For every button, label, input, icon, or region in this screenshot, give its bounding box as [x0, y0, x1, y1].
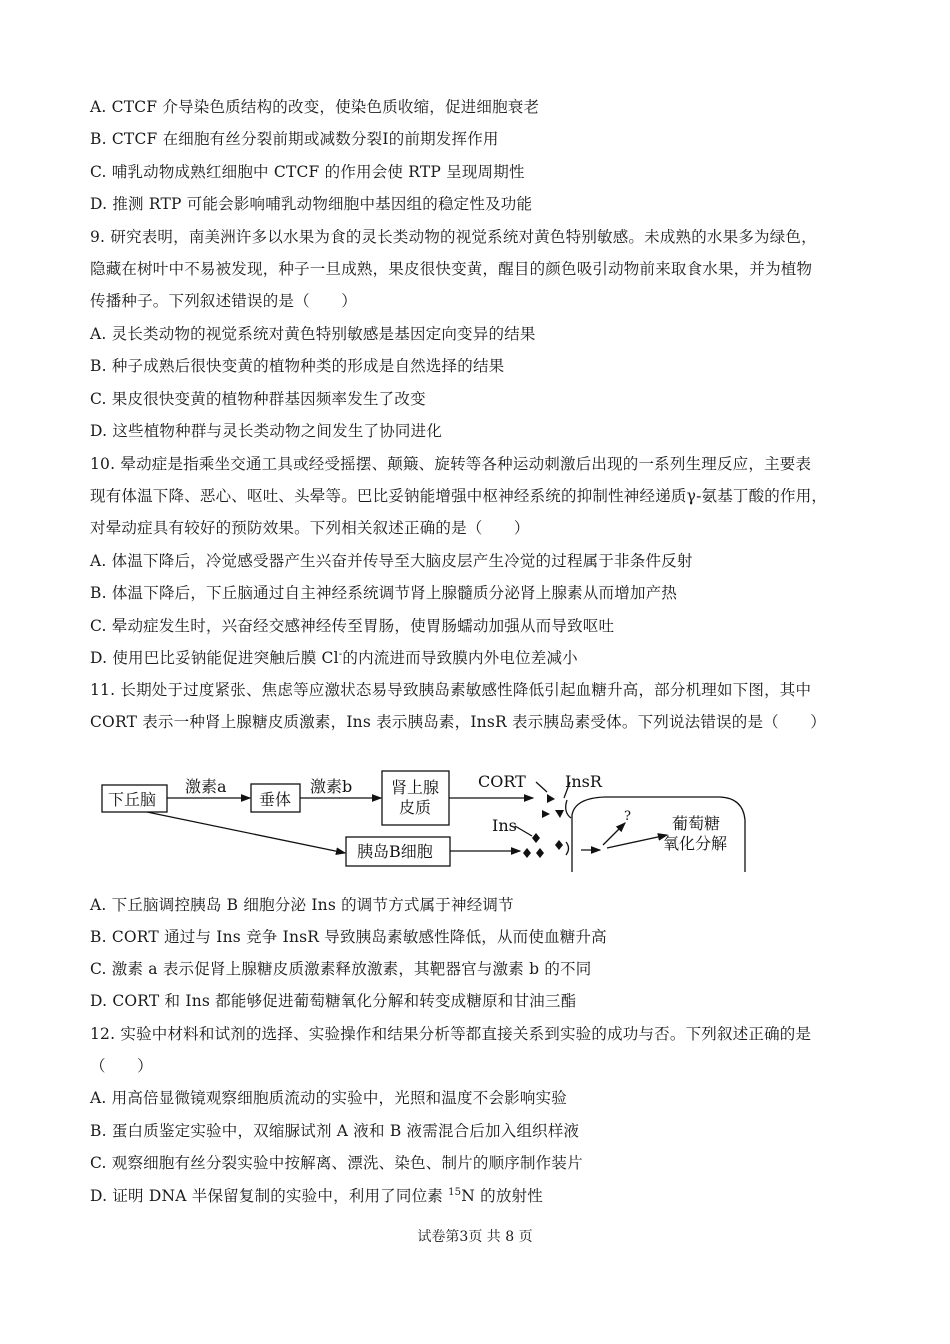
q9-stem: 隐藏在树叶中不易被发现，种子一旦成熟，果皮很快变黄，醒目的颜色吸引动物前来取食水果，并为植物	[90, 260, 813, 278]
q12-stem: 12. 实验中材料和试剂的选择、实验操作和结果分析等都直接关系到实验的成功与否。下列叙述正确的是	[90, 1025, 812, 1043]
superscript: 15	[448, 1187, 462, 1198]
q9-stem: 9. 研究表明，南美洲许多以水果为食的灵长类动物的视觉系统对黄色特别敏感。未成熟的水果多为绿色，	[90, 228, 817, 246]
q9-stem: 传播种子。下列叙述错误的是（ ）	[90, 292, 357, 310]
hormone-b-label: 激素b	[310, 777, 353, 796]
q10-option-c: C. 晕动症发生时，兴奋经交感神经传至胃肠，使胃肠蠕动加强从而导致呕吐	[90, 617, 615, 635]
q12-stem: （ ）	[90, 1057, 153, 1075]
oxidation-label: 氧化分解	[663, 834, 728, 853]
hypothalamus-label: 下丘脑	[108, 790, 157, 809]
pituitary-label: 垂体	[259, 790, 292, 809]
page-footer: 试卷第3页 共 8 页	[417, 1229, 533, 1245]
q10-option-d	[90, 648, 578, 668]
q8-option-a: A. CTCF 介导染色质结构的改变，使染色质收缩，促进细胞衰老	[90, 98, 540, 116]
q8-option-c: C. 哺乳动物成熟红细胞中 CTCF 的作用会使 RTP 呈现周期性	[90, 163, 525, 181]
q9-option-b: B. 种子成熟后很快变黄的植物种类的形成是自然选择的结果	[90, 357, 505, 375]
q10-stem: 现有体温下降、恶心、呕吐、头晕等。巴比妥钠能增强中枢神经系统的抑制性神经递质γ-氨基丁酸的作用，	[90, 487, 828, 505]
adrenal-label: 肾上腺	[391, 778, 440, 797]
glucose-label: 葡萄糖	[672, 814, 721, 833]
q12-option-c: C. 观察细胞有丝分裂实验中按解离、漂洗、染色、制片的顺序制作装片	[90, 1154, 583, 1172]
q12-option-d	[90, 1186, 543, 1206]
text: 的内流进而导致膜内外电位差减小	[342, 649, 578, 667]
adrenal-label: 皮质	[399, 798, 432, 817]
superscript: -	[338, 649, 343, 660]
q8-option-b: B. CTCF 在细胞有丝分裂前期或减数分裂Ⅰ的前期发挥作用	[90, 130, 499, 148]
cort-label: CORT	[478, 772, 526, 791]
q8-option-d: D. 推测 RTP 可能会影响哺乳动物细胞中基因组的稳定性及功能	[90, 195, 533, 213]
q12-option-b: B. 蛋白质鉴定实验中，双缩脲试剂 A 液和 B 液需混合后加入组织样液	[90, 1122, 580, 1140]
q10-option-a: A. 体温下降后，冷觉感受器产生兴奋并传导至大脑皮层产生冷觉的过程属于非条件反射	[90, 552, 693, 570]
question-mark: ?	[624, 809, 631, 824]
q10-option-b: B. 体温下降后，下丘脑通过自主神经系统调节肾上腺髓质分泌肾上腺素从而增加产热	[90, 584, 678, 602]
text: N 的放射性	[461, 1187, 543, 1205]
q11-option-c: C. 激素 a 表示促肾上腺糖皮质激素释放激素，其靶器官与激素 b 的不同	[90, 960, 592, 978]
q11-option-b: B. CORT 通过与 Ins 竞争 InsR 导致胰岛素敏感性降低，从而使血糖升高	[90, 928, 607, 946]
q10-stem: 对晕动症具有较好的预防效果。下列相关叙述正确的是（ ）	[90, 519, 530, 537]
hormone-markers	[523, 794, 564, 858]
islet-b-cell-label: 胰岛B细胞	[357, 842, 433, 861]
ins-label: Ins	[492, 816, 517, 835]
q9-option-d: D. 这些植物种群与灵长类动物之间发生了协同进化	[90, 422, 443, 440]
q11-stem: 11. 长期处于过度紧张、焦虑等应激状态易导致胰岛素敏感性降低引起血糖升高，部分机理如下图，其中	[90, 681, 812, 699]
mechanism-diagram	[95, 760, 755, 875]
q12-option-a: A. 用高倍显微镜观察细胞质流动的实验中，光照和温度不会影响实验	[90, 1089, 567, 1107]
hormone-a-label: 激素a	[185, 777, 227, 796]
q9-option-a: A. 灵长类动物的视觉系统对黄色特别敏感是基因定向变异的结果	[90, 325, 536, 343]
q11-stem: CORT 表示一种肾上腺糖皮质激素，Ins 表示胰岛素，InsR 表示胰岛素受体。下列说法错误的是（ ）	[90, 713, 826, 731]
q11-option-a: A. 下丘脑调控胰岛 B 细胞分泌 Ins 的调节方式属于神经调节	[90, 896, 514, 914]
text: D. 证明 DNA 半保留复制的实验中，利用了同位素	[90, 1187, 449, 1205]
text: D. 使用巴比妥钠能促进突触后膜 Cl	[90, 649, 339, 667]
q9-option-c: C. 果皮很快变黄的植物种群基因频率发生了改变	[90, 390, 426, 408]
q10-stem: 10. 晕动症是指乘坐交通工具或经受摇摆、颠簸、旋转等各种运动刺激后出现的一系列生理反应，主要表	[90, 455, 812, 473]
insr-label: InsR	[565, 772, 602, 791]
q11-option-d: D. CORT 和 Ins 都能够促进葡萄糖氧化分解和转变成糖原和甘油三酯	[90, 992, 577, 1010]
